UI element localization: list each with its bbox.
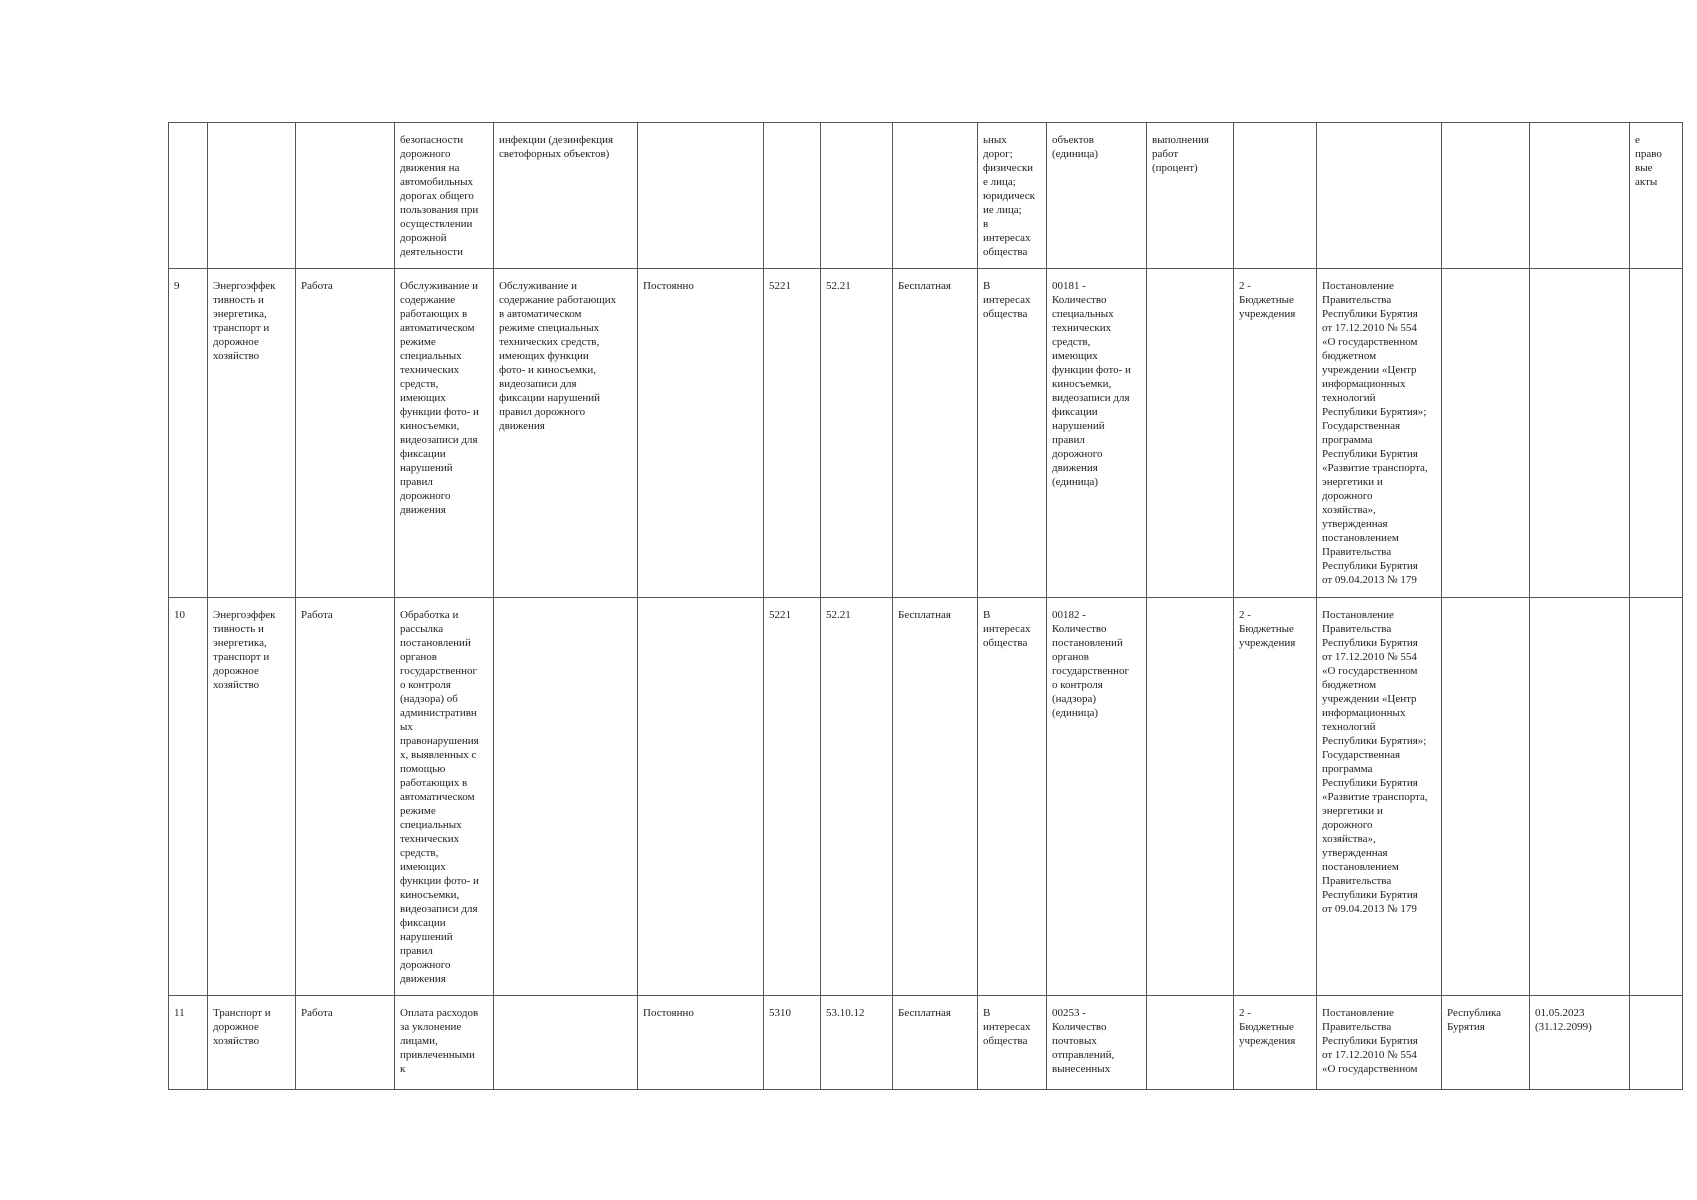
cell-text: Республика Бурятия xyxy=(1447,1007,1502,1033)
cell-text: инфекции (дезинфекция светофорных объектов) xyxy=(499,134,614,160)
cell-service-name xyxy=(395,269,494,598)
cell-text: объектов (единица) xyxy=(1052,134,1099,160)
cell-legal-acts xyxy=(1630,269,1683,598)
cell-text: Постановление Правительства Республики Бурятия от 17.12.2010 № 554 «О государственном бюджетном учреждении «Центр информационных технологий Республики Бурятия»; Государственная программа Республики Бурятия «Развитие транспорта, энергетики и дорожного хозяйства», утвержденная постановлением Правительства Республики Бурятия от 09.04.2013 № 179 xyxy=(1322,280,1428,586)
table-row xyxy=(169,123,1683,269)
cell-text: 11 xyxy=(174,1007,185,1019)
cell-text: Оплата расходов за уклонение лицами, привлеченными к xyxy=(400,1007,479,1075)
cell-text: В интересах общества xyxy=(983,280,1031,320)
cell-row-number xyxy=(169,598,208,996)
cell-legal-basis xyxy=(1317,123,1442,269)
cell-text: е право вые акты xyxy=(1635,134,1662,188)
cell-text: 9 xyxy=(174,280,180,292)
cell-text: Обслуживание и содержание работающих в автоматическом режиме специальных технических средств, имеющих функции фото- и киносъемки, видеозаписи для фиксации нарушений правил дорожного движения xyxy=(400,280,479,516)
cell-text: безопасности дорожного движения на автомобильных дорогах общего пользования при осуществлении дорожной деятельности xyxy=(400,134,479,258)
cell-institution-type xyxy=(1234,598,1317,996)
cell-payment xyxy=(893,123,978,269)
cell-okpd-code xyxy=(821,269,893,598)
cell-frequency xyxy=(638,598,764,996)
cell-okved-code xyxy=(764,996,821,1090)
cell-text: 2 - Бюджетные учреждения xyxy=(1239,1007,1296,1047)
cell-sector xyxy=(208,269,296,598)
cell-content xyxy=(494,269,638,598)
cell-okpd-code xyxy=(821,996,893,1090)
cell-content xyxy=(494,598,638,996)
cell-okpd-code xyxy=(821,123,893,269)
cell-text: 01.05.2023 (31.12.2099) xyxy=(1535,1007,1592,1033)
cell-dates xyxy=(1530,598,1630,996)
cell-quality-indicator xyxy=(1147,598,1234,996)
cell-text: 00182 - Количество постановлений органов государственног о контроля (надзора) (единица) xyxy=(1052,609,1130,719)
cell-row-number xyxy=(169,123,208,269)
registry-table xyxy=(168,122,1683,1090)
cell-text: 00181 - Количество специальных технических средств, имеющих функции фото- и киносъемки, видеозаписи для фиксации нарушений правил дорожного движения (единица) xyxy=(1052,280,1131,488)
cell-type xyxy=(296,269,395,598)
cell-payment xyxy=(893,269,978,598)
cell-text: ьных дорог; физически е лица; юридическ ие лица; в интересах общества xyxy=(983,134,1036,258)
cell-region xyxy=(1442,598,1530,996)
cell-consumers xyxy=(978,996,1047,1090)
cell-text: 5221 xyxy=(769,609,791,621)
cell-text: Работа xyxy=(301,1007,333,1019)
cell-type xyxy=(296,123,395,269)
cell-volume-indicator xyxy=(1047,598,1147,996)
cell-legal-basis xyxy=(1317,598,1442,996)
cell-dates xyxy=(1530,996,1630,1090)
cell-content xyxy=(494,996,638,1090)
cell-row-number xyxy=(169,996,208,1090)
cell-okved-code xyxy=(764,123,821,269)
cell-region xyxy=(1442,269,1530,598)
cell-legal-basis xyxy=(1317,269,1442,598)
cell-text: 53.10.12 xyxy=(826,1007,865,1019)
cell-legal-acts xyxy=(1630,123,1683,269)
cell-text: выполнения работ (процент) xyxy=(1152,134,1209,174)
cell-institution-type xyxy=(1234,996,1317,1090)
cell-text: Бесплатная xyxy=(898,609,951,621)
cell-text: 52.21 xyxy=(826,609,851,621)
cell-text: Постановление Правительства Республики Бурятия от 17.12.2010 № 554 «О государственном xyxy=(1322,1007,1418,1075)
cell-content xyxy=(494,123,638,269)
cell-text: Бесплатная xyxy=(898,1007,951,1019)
cell-text: 10 xyxy=(174,609,185,621)
cell-quality-indicator xyxy=(1147,269,1234,598)
cell-text: 2 - Бюджетные учреждения xyxy=(1239,280,1296,320)
cell-volume-indicator xyxy=(1047,269,1147,598)
cell-volume-indicator xyxy=(1047,996,1147,1090)
cell-dates xyxy=(1530,269,1630,598)
table-row xyxy=(169,996,1683,1090)
cell-text: 2 - Бюджетные учреждения xyxy=(1239,609,1296,649)
cell-institution-type xyxy=(1234,269,1317,598)
cell-text: Постоянно xyxy=(643,1007,694,1019)
cell-payment xyxy=(893,598,978,996)
cell-text: Бесплатная xyxy=(898,280,951,292)
cell-text: Обработка и рассылка постановлений органов государственног о контроля (надзора) об административн ых правонарушения х, выявленных с помощью работающих в автоматическом режиме специальных технических средств, имеющих функции фото- и киносъемки, видеозаписи для фиксации нарушений правил дорожного движения xyxy=(400,609,479,985)
cell-text: Энергоэффек тивность и энергетика, транспорт и дорожное хозяйство xyxy=(213,609,276,691)
table-body xyxy=(169,123,1683,1090)
cell-text: 5221 xyxy=(769,280,791,292)
table-row xyxy=(169,269,1683,598)
cell-text: Постановление Правительства Республики Бурятия от 17.12.2010 № 554 «О государственном бюджетном учреждении «Центр информационных технологий Республики Бурятия»; Государственная программа Республики Бурятия «Развитие транспорта, энергетики и дорожного хозяйства», утвержденная постановлением Правительства Республики Бурятия от 09.04.2013 № 179 xyxy=(1322,609,1428,915)
cell-service-name xyxy=(395,123,494,269)
cell-service-name xyxy=(395,996,494,1090)
cell-text: Постоянно xyxy=(643,280,694,292)
cell-text: Транспорт и дорожное хозяйство xyxy=(213,1007,271,1047)
cell-consumers xyxy=(978,123,1047,269)
cell-payment xyxy=(893,996,978,1090)
cell-sector xyxy=(208,996,296,1090)
cell-legal-acts xyxy=(1630,996,1683,1090)
cell-volume-indicator xyxy=(1047,123,1147,269)
cell-legal-basis xyxy=(1317,996,1442,1090)
cell-text: Энергоэффек тивность и энергетика, транспорт и дорожное хозяйство xyxy=(213,280,276,362)
table-row xyxy=(169,598,1683,996)
cell-okpd-code xyxy=(821,598,893,996)
cell-type xyxy=(296,598,395,996)
cell-okved-code xyxy=(764,269,821,598)
cell-quality-indicator xyxy=(1147,123,1234,269)
cell-row-number xyxy=(169,269,208,598)
cell-text: Работа xyxy=(301,280,333,292)
cell-text: 5310 xyxy=(769,1007,791,1019)
cell-institution-type xyxy=(1234,123,1317,269)
cell-text: 52.21 xyxy=(826,280,851,292)
cell-frequency xyxy=(638,996,764,1090)
cell-region xyxy=(1442,123,1530,269)
cell-consumers xyxy=(978,598,1047,996)
cell-text: В интересах общества xyxy=(983,1007,1031,1047)
cell-service-name xyxy=(395,598,494,996)
cell-sector xyxy=(208,598,296,996)
cell-legal-acts xyxy=(1630,598,1683,996)
cell-text: 00253 - Количество почтовых отправлений, вынесенных xyxy=(1052,1007,1115,1075)
cell-region xyxy=(1442,996,1530,1090)
cell-text: В интересах общества xyxy=(983,609,1031,649)
cell-frequency xyxy=(638,123,764,269)
cell-quality-indicator xyxy=(1147,996,1234,1090)
cell-frequency xyxy=(638,269,764,598)
cell-text: Работа xyxy=(301,609,333,621)
cell-dates xyxy=(1530,123,1630,269)
cell-okved-code xyxy=(764,598,821,996)
cell-text: Обслуживание и содержание работающих в автоматическом режиме специальных технических средств, имеющих функции фото- и киносъемки, видеозаписи для фиксации нарушений правил дорожного движения xyxy=(499,280,617,432)
cell-sector xyxy=(208,123,296,269)
cell-consumers xyxy=(978,269,1047,598)
cell-type xyxy=(296,996,395,1090)
